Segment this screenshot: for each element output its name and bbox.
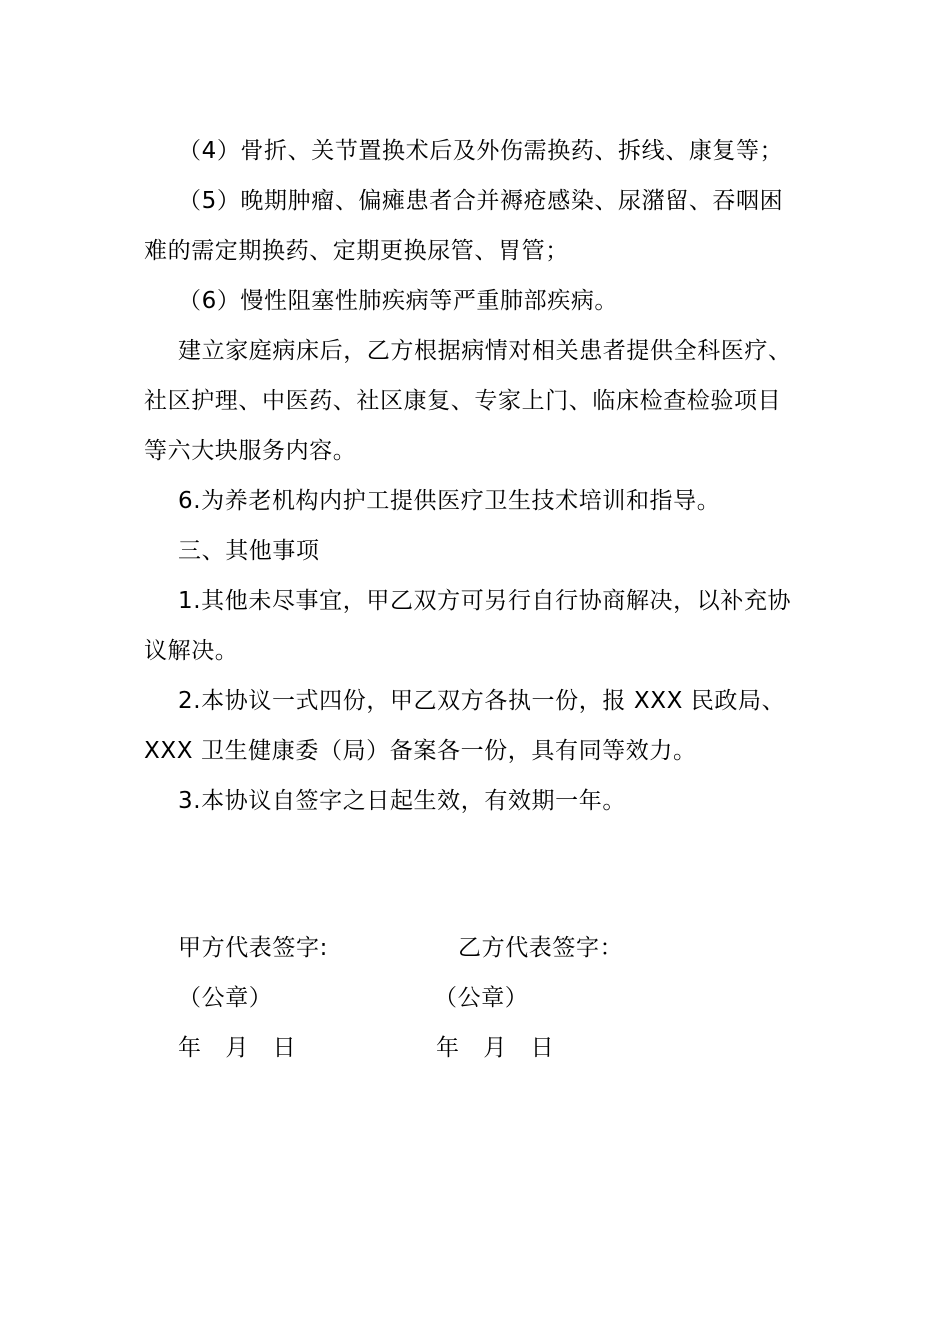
party-a-signature-label: 甲方代表签字: <box>178 935 328 961</box>
paragraph-item-5-line-2: 难的需定期换药、定期更换尿管、胃管； <box>144 238 569 264</box>
paragraph-other-1-line-2: 议解决。 <box>144 638 239 664</box>
paragraph-item-6: （6）慢性阻塞性肺疾病等严重肺部疾病。 <box>178 288 619 314</box>
paragraph-clause-6: 6.为养老机构内护工提供医疗卫生技术培训和指导。 <box>178 488 721 514</box>
paragraph-item-4: （4）骨折、关节置换术后及外伤需换药、拆线、康复等； <box>178 138 784 164</box>
paragraph-other-2-line-2: XXX 卫生健康委（局）备案各一份，具有同等效力。 <box>144 738 697 764</box>
party-b-seal: （公章） <box>434 985 529 1011</box>
section-heading-other-matters: 三、其他事项 <box>178 538 320 564</box>
paragraph-family-bed-line-1: 建立家庭病床后，乙方根据病情对相关患者提供全科医疗、 <box>178 338 792 364</box>
party-b-signature-label: 乙方代表签字： <box>458 935 624 961</box>
paragraph-item-5-line-1: （5）晚期肿瘤、偏瘫患者合并褥疮感染、尿潴留、吞咽困 <box>178 188 784 214</box>
paragraph-family-bed-line-2: 社区护理、中医药、社区康复、专家上门、临床检查检验项目 <box>144 388 782 414</box>
party-a-date: 年 月 日 <box>178 1035 297 1061</box>
paragraph-other-2-line-1: 2.本协议一式四份，甲乙双方各执一份，报 XXX 民政局、 <box>178 688 786 714</box>
party-b-date: 年 月 日 <box>436 1035 555 1061</box>
paragraph-other-1-line-1: 1.其他未尽事宜，甲乙双方可另行自行协商解决，以补充协 <box>178 588 792 614</box>
paragraph-family-bed-line-3: 等六大块服务内容。 <box>144 438 357 464</box>
paragraph-other-3: 3.本协议自签字之日起生效，有效期一年。 <box>178 788 626 814</box>
party-a-seal: （公章） <box>178 985 273 1011</box>
